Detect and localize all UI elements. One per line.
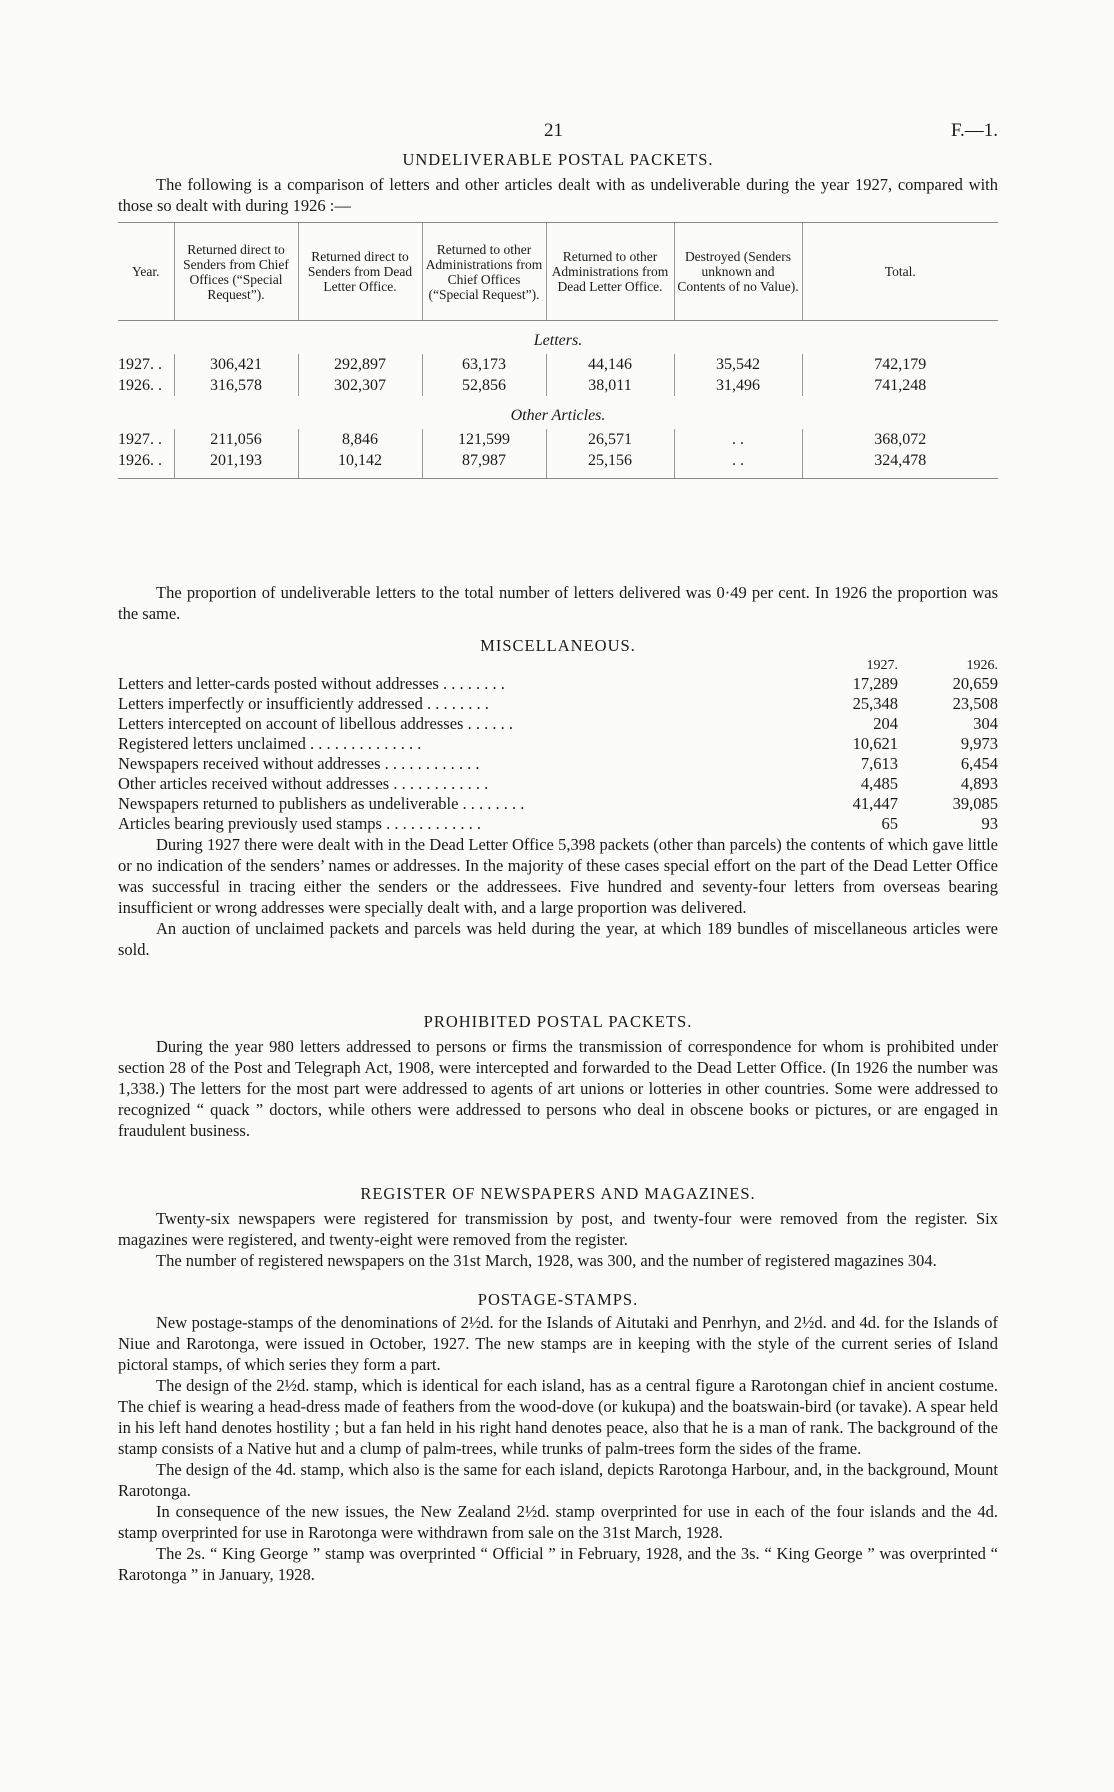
value-1927: 7,613 xyxy=(860,754,898,773)
table-cell: 38,011 xyxy=(546,375,674,396)
column-header-destroyed: Destroyed (Senders unknown and Contents of no Value). xyxy=(674,223,802,321)
stamps-paragraph-2: The design of the 2½d. stamp, which is identical for each island, has as a central figure a Rarotongan chief in ancient costume. The chief is wearing a head-dress made of feathers from the wood-dove (or kukupa) and the boatswain-bird (or tavake). A spear held in his left hand denotes hostility ; but a fan held in his right hand denotes peace, also that he is a man of rank. The background of the stamp consists of a Native hut and a clump of palm-trees, while trunks of palm-trees form the sides of the frame. xyxy=(118,1376,998,1458)
value-1926: 4,893 xyxy=(960,774,998,793)
stamps-paragraph-1: New postage-stamps of the denominations of 2½d. for the Islands of Aitutaki and Penrhyn, and 2½d. and 4d. for the Islands of Niue and Rarotonga, were issued in October, 1927. The new stamps are in keeping with the style of the current series of Island pictoral stamps, of which series they form a part. xyxy=(118,1313,998,1374)
row-label: Letters intercepted on account of libellous addresses . . . . . . xyxy=(118,714,513,733)
table-cell: 35,542 xyxy=(674,354,802,375)
value-1927: 10,621 xyxy=(852,734,898,753)
table-cell: 306,421 xyxy=(174,354,298,375)
prohibited-title: PROHIBITED POSTAL PACKETS. xyxy=(423,1012,693,1031)
table-cell: 211,056 xyxy=(174,429,298,450)
table-cell-total: 324,478 xyxy=(802,450,998,479)
table-row xyxy=(118,754,998,774)
table-row xyxy=(118,674,998,694)
register-section xyxy=(118,1184,998,1271)
undeliverable-table xyxy=(118,222,998,479)
table-cell-total: 742,179 xyxy=(802,354,998,375)
column-header-dlo-senders: Returned direct to Senders from Dead Letter Office. xyxy=(298,223,422,321)
value-1927: 4,485 xyxy=(860,774,898,793)
value-1926: 39,085 xyxy=(952,794,998,813)
value-1927: 17,289 xyxy=(852,674,898,693)
row-label: Newspapers received without addresses . . . . . . . . . . . . xyxy=(118,754,480,773)
miscellaneous-section xyxy=(118,636,998,960)
year-cell: 1927. . xyxy=(118,356,162,373)
undeliverable-intro: The following is a comparison of letters and other articles dealt with as undeliverable during the year 1927, compared with those so dealt with during 1926 :— xyxy=(118,175,998,215)
value-1927: 25,348 xyxy=(852,694,898,713)
miscellaneous-paragraph-1: During 1927 there were dealt with in the Dead Letter Office 5,398 packets (other than parcels) the contents of which gave little or no indication of the senders’ names or addresses. In the majority of these cases special effort on the part of the Dead Letter Office was successful in tracing either the senders or the addressees. Five hundred and seventy-four letters from overseas bearing insufficient or wrong addresses were specially dealt with, and a large proportion was delivered. xyxy=(118,835,998,917)
table-cell: 52,856 xyxy=(422,375,546,396)
column-header-year: Year. xyxy=(118,223,174,321)
value-1926: 93 xyxy=(981,814,998,833)
table-cell: 8,846 xyxy=(298,429,422,450)
document-reference: F.—1. xyxy=(950,120,998,141)
table-cell: 316,578 xyxy=(174,375,298,396)
page-header xyxy=(118,120,998,144)
year-cell: 1926. . xyxy=(118,450,174,479)
undeliverable-table-wrap xyxy=(118,222,998,479)
row-label: Letters imperfectly or insufficiently addressed . . . . . . . . xyxy=(118,694,489,713)
prohibited-section xyxy=(118,1012,998,1141)
table-row xyxy=(118,450,998,479)
table-row xyxy=(118,429,998,450)
row-label: Articles bearing previously used stamps . . . . . . . . . . . . xyxy=(118,814,481,833)
miscellaneous-title: MISCELLANEOUS. xyxy=(480,636,636,655)
table-cell: 201,193 xyxy=(174,450,298,479)
year-cell: 1926. . xyxy=(118,377,162,394)
table-row xyxy=(118,794,998,814)
table-cell: . . xyxy=(674,429,802,450)
value-1927: 65 xyxy=(881,814,898,833)
miscellaneous-table xyxy=(118,658,998,834)
table-cell: 44,146 xyxy=(546,354,674,375)
value-1926: 9,973 xyxy=(960,734,998,753)
section-label-other-articles: Other Articles. xyxy=(510,407,606,424)
table-cell-total: 741,248 xyxy=(802,375,998,396)
proportion-note xyxy=(118,582,998,624)
table-row xyxy=(118,734,998,754)
section-label-letters: Letters. xyxy=(533,332,583,349)
table-cell: 87,987 xyxy=(422,450,546,479)
stamps-paragraph-5: The 2s. “ King George ” stamp was overprinted “ Official ” in February, 1928, and the 3s. “ King George ” was overprinted “ Rarotonga ” in January, 1928. xyxy=(118,1544,998,1584)
page-number: 21 xyxy=(544,120,563,141)
table-cell: . . xyxy=(674,450,802,479)
column-header-dlo-admin: Returned to other Administrations from Dead Letter Office. xyxy=(546,223,674,321)
column-header-1926: 1926. xyxy=(966,658,998,673)
row-label: Other articles received without addresses . . . . . . . . . . . . xyxy=(118,774,489,793)
miscellaneous-paragraph-2: An auction of unclaimed packets and parcels was held during the year, at which 189 bundles of miscellaneous articles were sold. xyxy=(118,919,998,959)
table-row xyxy=(118,714,998,734)
proportion-text: The proportion of undeliverable letters to the total number of letters delivered was 0·49 per cent. In 1926 the proportion was the same. xyxy=(118,583,998,623)
undeliverable-section xyxy=(118,150,998,216)
stamps-paragraph-4: In consequence of the new issues, the New Zealand 2½d. stamp overprinted for use in each of the four islands and the 4d. stamp overprinted for use in Rarotonga were withdrawn from sale on the 31st March, 1928. xyxy=(118,1502,998,1542)
table-cell: 31,496 xyxy=(674,375,802,396)
value-1927: 204 xyxy=(873,714,898,733)
stamps-title: POSTAGE-STAMPS. xyxy=(477,1290,639,1309)
value-1926: 6,454 xyxy=(960,754,998,773)
value-1926: 23,508 xyxy=(952,694,998,713)
undeliverable-title: UNDELIVERABLE POSTAL PACKETS. xyxy=(402,150,714,169)
table-cell: 292,897 xyxy=(298,354,422,375)
column-header-1927: 1927. xyxy=(866,658,898,673)
table-row xyxy=(118,354,998,375)
table-row xyxy=(118,694,998,714)
value-1926: 20,659 xyxy=(952,674,998,693)
table-cell: 302,307 xyxy=(298,375,422,396)
column-header-total: Total. xyxy=(802,223,998,321)
register-title: REGISTER OF NEWSPAPERS AND MAGAZINES. xyxy=(360,1184,756,1203)
table-cell: 10,142 xyxy=(298,450,422,479)
column-header-chief-admin: Returned to other Administrations from Chief Offices (“Special Request”). xyxy=(422,223,546,321)
table-cell: 121,599 xyxy=(422,429,546,450)
value-1927: 41,447 xyxy=(852,794,898,813)
table-row xyxy=(118,774,998,794)
column-header-chief-senders: Returned direct to Senders from Chief Offices (“Special Request”). xyxy=(174,223,298,321)
table-cell-total: 368,072 xyxy=(802,429,998,450)
prohibited-paragraph: During the year 980 letters addressed to persons or firms the transmission of correspondence for whom is prohibited under section 28 of the Post and Telegraph Act, 1908, were intercepted and forwarded to the Dead Letter Office. (In 1926 the number was 1,338.) The letters for the most part were addressed to agents of art unions or lotteries in other countries. Some were addressed to recognized “ quack ” doctors, while others were addressed to persons who deal in obscene books or pictures, or are engaged in fraudulent business. xyxy=(118,1037,998,1140)
register-paragraph-1: Twenty-six newspapers were registered for transmission by post, and twenty-four were removed from the register. Six magazines were registered, and twenty-eight were removed from the register. xyxy=(118,1209,998,1249)
stamps-paragraph-3: The design of the 4d. stamp, which also is the same for each island, depicts Rarotonga Harbour, and, in the background, Mount Rarotonga. xyxy=(118,1460,998,1500)
row-label: Registered letters unclaimed . . . . . . . . . . . . . . xyxy=(118,734,422,753)
row-label: Newspapers returned to publishers as undeliverable . . . . . . . . xyxy=(118,794,525,813)
register-paragraph-2: The number of registered newspapers on the 31st March, 1928, was 300, and the number of registered magazines 304. xyxy=(156,1251,937,1270)
table-row xyxy=(118,375,998,396)
table-cell: 26,571 xyxy=(546,429,674,450)
year-cell: 1927. . xyxy=(118,431,162,448)
table-row xyxy=(118,814,998,834)
table-cell: 25,156 xyxy=(546,450,674,479)
table-cell: 63,173 xyxy=(422,354,546,375)
row-label: Letters and letter-cards posted without addresses . . . . . . . . xyxy=(118,674,505,693)
stamps-section xyxy=(118,1290,998,1585)
value-1926: 304 xyxy=(973,714,998,733)
